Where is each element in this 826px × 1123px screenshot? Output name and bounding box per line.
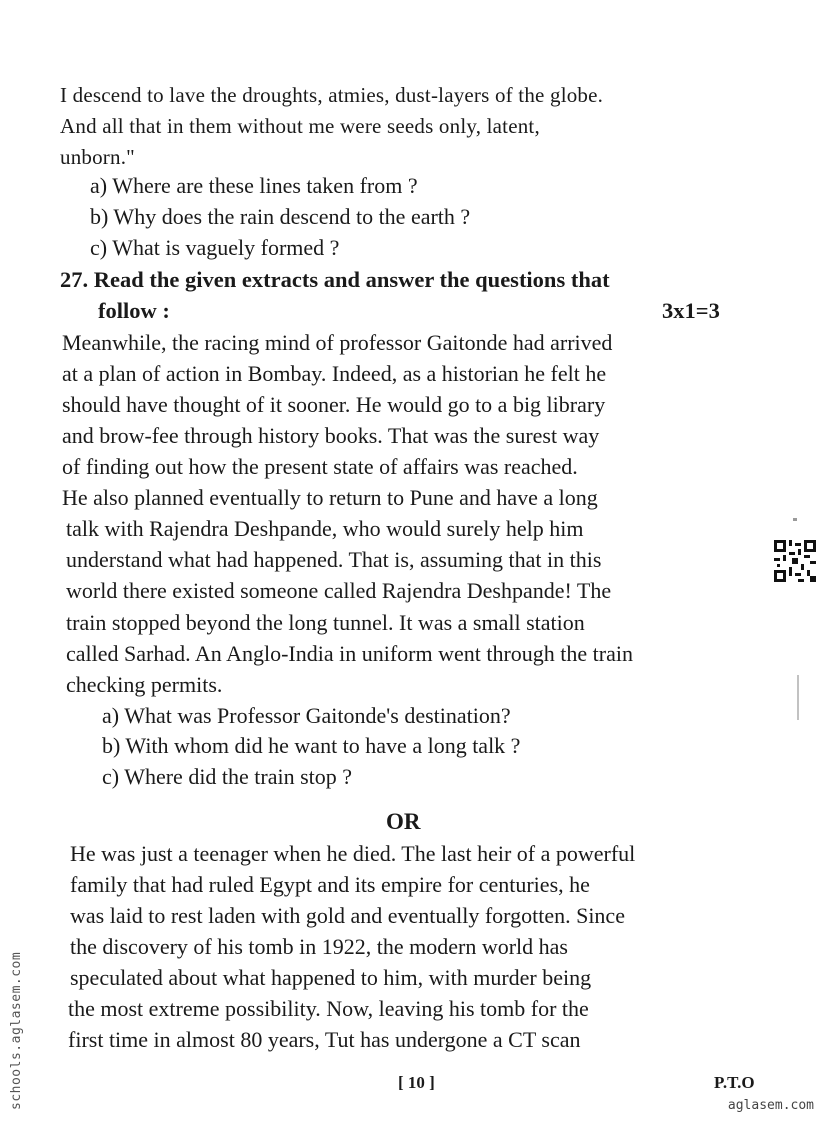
passage-line-7: talk with Rajendra Deshpande, who would surely help him xyxy=(66,516,584,541)
passage-line-1: Meanwhile, the racing mind of professor Gaitonde had arrived xyxy=(62,330,613,355)
alt-passage-line-3: was laid to rest laden with gold and eventually forgotten. Since xyxy=(70,903,625,928)
scan-speck xyxy=(793,518,797,521)
passage-line-4: and brow-fee through history books. That was the surest way xyxy=(62,423,600,448)
alt-passage-line-4: the discovery of his tomb in 1922, the modern world has xyxy=(70,934,568,959)
question-27-heading-cont: follow : xyxy=(98,298,170,323)
or-separator: OR xyxy=(386,809,421,834)
alt-passage-line-7: first time in almost 80 years, Tut has undergone a CT scan xyxy=(68,1027,581,1052)
passage-question-c: c) Where did the train stop ? xyxy=(102,764,353,789)
passage-line-11: called Sarhad. An Anglo-India in uniform went through the train xyxy=(66,641,633,666)
passage-line-3: should have thought of it sooner. He would go to a big library xyxy=(62,392,606,417)
poem-line-1: I descend to lave the droughts, atmies, dust-layers of the globe. xyxy=(60,83,604,107)
passage-line-2: at a plan of action in Bombay. Indeed, as a historian he felt he xyxy=(62,361,607,386)
marks-label: 3x1=3 xyxy=(662,298,720,323)
bottom-watermark: aglasem.com xyxy=(727,1098,814,1113)
poem-line-3: unborn." xyxy=(60,145,135,169)
passage-line-9: world there existed someone called Rajendra Deshpande! The xyxy=(66,578,612,603)
alt-passage-line-2: family that had ruled Egypt and its empire for centuries, he xyxy=(70,872,590,897)
poem-line-2: And all that in them without me were seeds only, latent, xyxy=(60,114,540,138)
pto-label: P.T.O xyxy=(714,1073,755,1092)
poem-question-b: b) Why does the rain descend to the earth ? xyxy=(90,204,471,229)
poem-question-c: c) What is vaguely formed ? xyxy=(90,235,340,260)
side-watermark: schools.aglasem.com xyxy=(9,951,24,1110)
passage-line-10: train stopped beyond the long tunnel. It was a small station xyxy=(66,610,585,635)
passage-line-8: understand what had happened. That is, assuming that in this xyxy=(66,547,602,572)
poem-question-a: a) Where are these lines taken from ? xyxy=(90,173,418,198)
alt-passage-line-6: the most extreme possibility. Now, leaving his tomb for the xyxy=(68,996,589,1021)
scan-margin-line xyxy=(797,675,799,720)
passage-line-12: checking permits. xyxy=(66,672,223,697)
page-number: [ 10 ] xyxy=(398,1073,435,1092)
question-27-heading: 27. Read the given extracts and answer the questions that xyxy=(60,267,610,292)
passage-question-b: b) With whom did he want to have a long talk ? xyxy=(102,733,521,758)
alt-passage-line-5: speculated about what happened to him, with murder being xyxy=(70,965,592,990)
passage-line-6: He also planned eventually to return to Pune and have a long xyxy=(62,485,598,510)
passage-question-a: a) What was Professor Gaitonde's destination? xyxy=(102,703,511,728)
alt-passage-line-1: He was just a teenager when he died. The last heir of a powerful xyxy=(70,841,636,866)
qr-code-icon xyxy=(774,540,816,582)
passage-line-5: of finding out how the present state of affairs was reached. xyxy=(62,454,578,479)
